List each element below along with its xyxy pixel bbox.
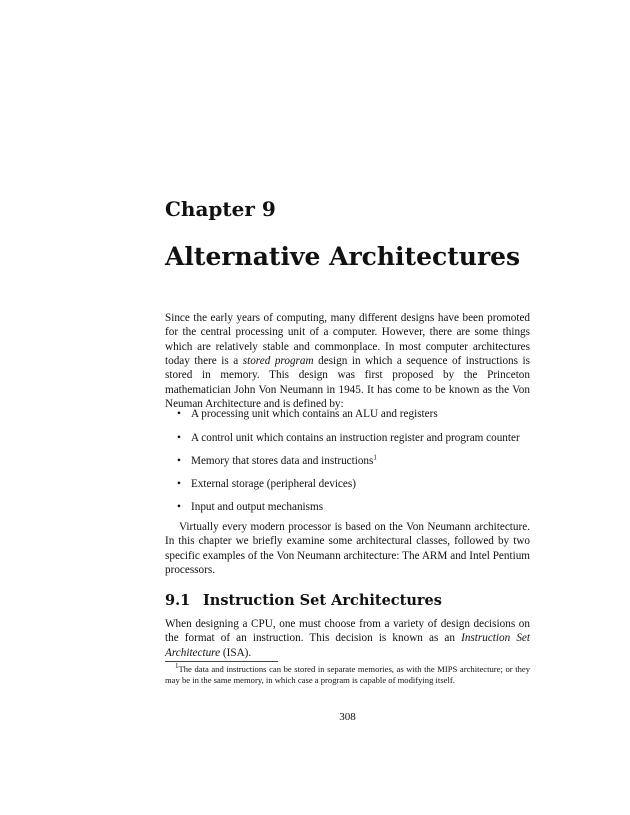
bullet-text: A processing unit which contains an ALU and registers	[191, 408, 438, 420]
section-text-1: When designing a CPU, one must choose from a variety of design decisions on the format of an instruction. This decision is known as an	[165, 618, 530, 645]
bullet-icon: •	[177, 501, 181, 513]
bullet-text: External storage (peripheral devices)	[191, 478, 356, 490]
page-number: 308	[339, 711, 356, 723]
section-emphasis: Instruction Set Architecture	[165, 632, 530, 659]
intro-text-2: design in which a sequence of instructions is stored in memory. This design was first proposed by the Princeton mathematician John Von Neumann in 1945. It has come to be known as the Von Neuman Architecture and is defined by:	[165, 355, 530, 411]
bullet-item	[177, 455, 537, 467]
body-paragraph: Virtually every modern processor is based on the Von Neumann architecture. In this chapter we briefly examine some architectural classes, followed by two specific examples of the Von Neumann architecture: The ARM and Intel Pentium processors.	[165, 521, 530, 577]
footnote-text: The data and instructions can be stored in separate memories, as with the MIPS architecture; or they may be in the same memory, in which case a program is capable of modifying itself.	[165, 664, 530, 686]
chapter-title: Alternative Architectures	[165, 242, 521, 271]
bullet-icon: •	[177, 408, 181, 420]
footnote-divider	[165, 661, 278, 662]
intro-text-1: Since the early years of computing, many different designs have been promoted for the central processing unit of a computer. However, there are some things which are relatively stable and commonplace. In most computer architectures today there is a	[165, 312, 530, 368]
footnote-marker[interactable]: 1	[373, 453, 377, 462]
section-paragraph	[165, 617, 530, 660]
section-heading	[165, 592, 442, 609]
bullet-item	[177, 432, 537, 444]
footnote-mark: 1	[175, 662, 179, 671]
page	[165, 0, 530, 815]
bullet-icon: •	[177, 478, 181, 490]
bullet-item	[177, 408, 537, 420]
bullet-icon: •	[177, 432, 181, 444]
bullet-icon: •	[177, 455, 181, 467]
bullet-item	[177, 478, 537, 490]
chapter-label: Chapter 9	[165, 197, 276, 221]
bullet-text: Input and output mechanisms	[191, 501, 324, 513]
intro-emphasis: stored program	[242, 355, 314, 368]
footnote	[165, 664, 530, 686]
section-text-2: (ISA).	[220, 646, 252, 659]
section-number: 9.1	[165, 592, 191, 609]
bullet-text: Memory that stores data and instructions	[191, 455, 374, 467]
intro-paragraph	[165, 311, 530, 411]
bullet-text: A control unit which contains an instruction register and program counter	[191, 432, 520, 444]
section-title: Instruction Set Architectures	[203, 592, 442, 609]
bullet-item	[177, 501, 537, 513]
